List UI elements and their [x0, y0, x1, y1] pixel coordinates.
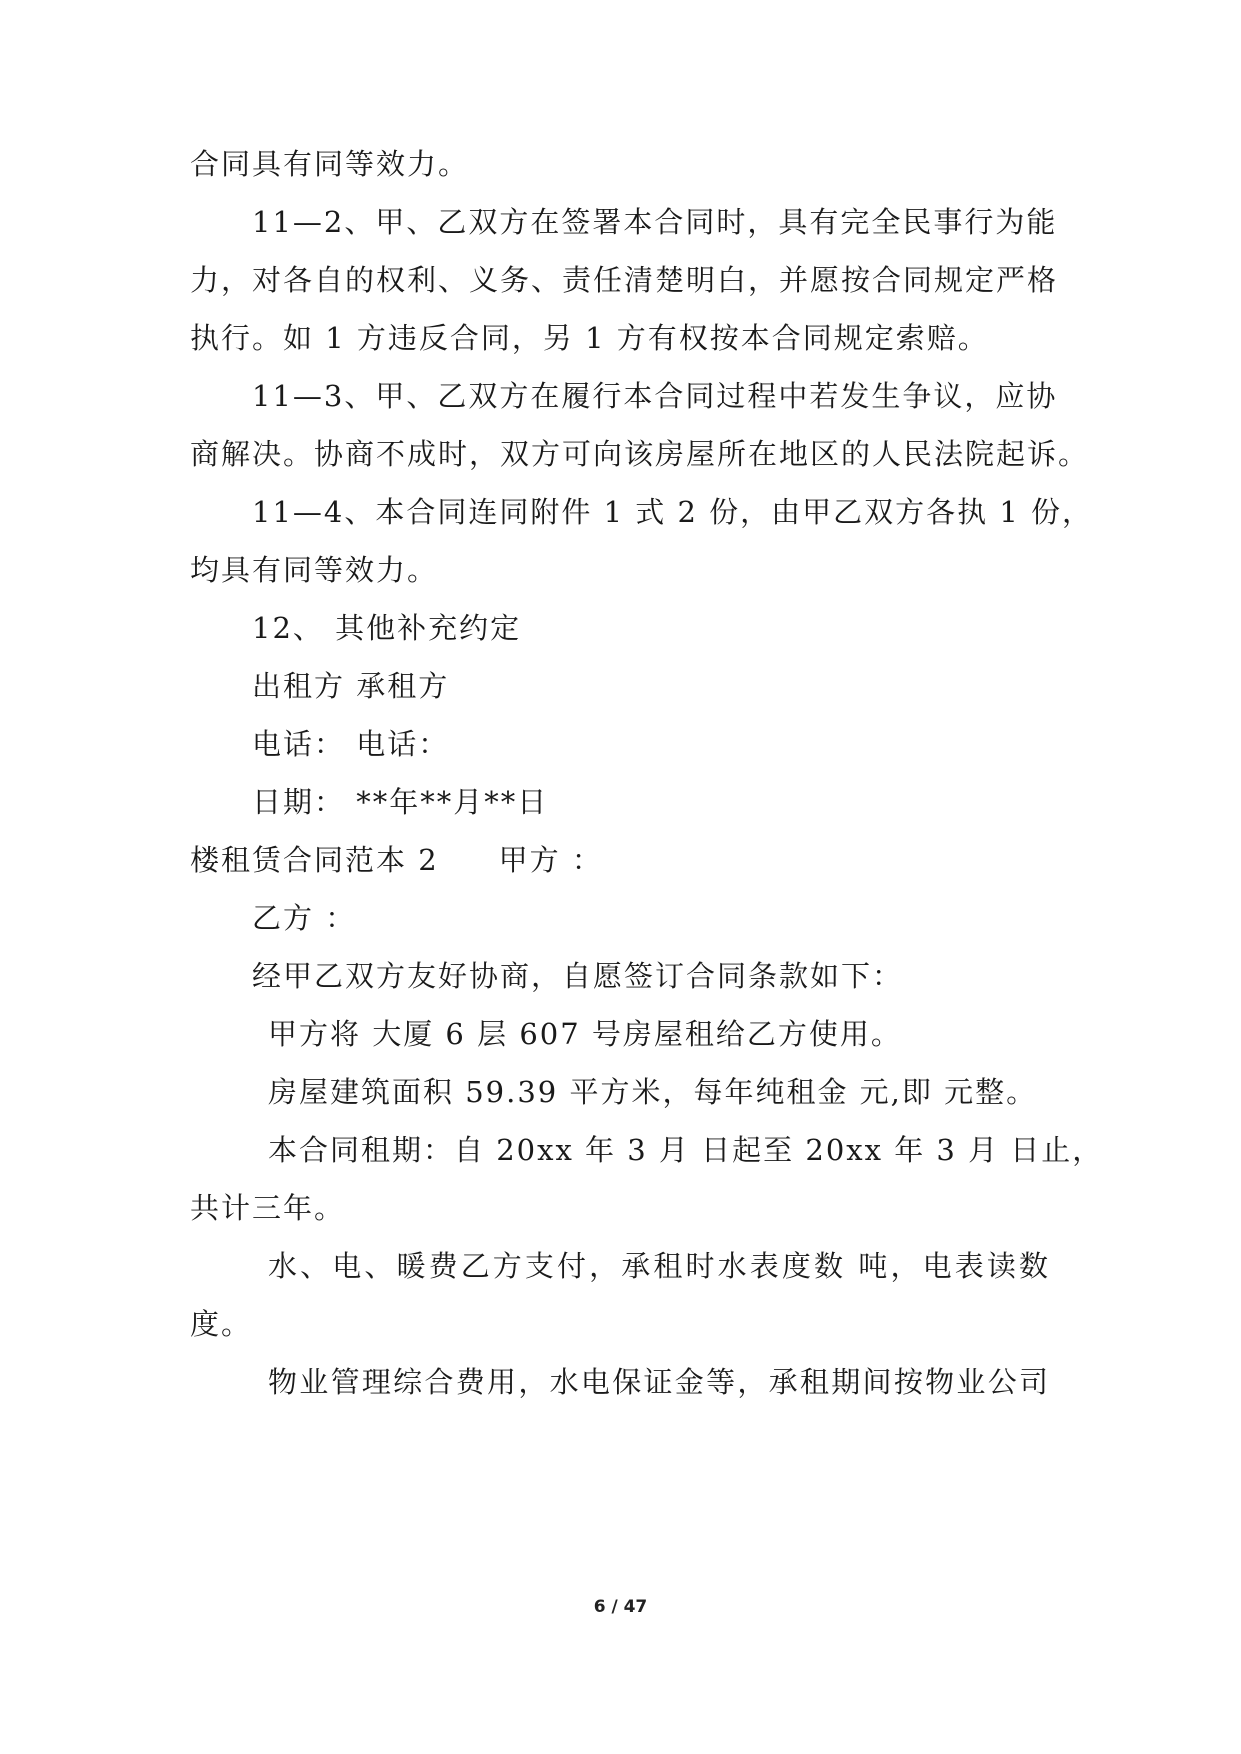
signature-date: 日期： **年**月**日 [252, 785, 549, 819]
text-line: 甲方将 大厦 6 层 607 号房屋租给乙方使用。 [268, 1017, 902, 1051]
party-a-label: 甲方 ： [498, 843, 603, 877]
text-line: 合同具有同等效力。 [190, 147, 470, 181]
text-line: 力，对各自的权利、义务、责任清楚明白，并愿按合同规定严格 [190, 263, 1059, 297]
text-line: 房屋建筑面积 59.39 平方米，每年纯租金 元,即 元整。 [268, 1075, 1038, 1109]
text-line: 执行。如 1 方违反合同，另 1 方有权按本合同规定索赔。 [190, 321, 989, 355]
text-line: 商解决。协商不成时，双方可向该房屋所在地区的人民法院起诉。 [190, 437, 1090, 471]
section-heading: 12、 其他补充约定 [252, 611, 522, 645]
text-line: 水、电、暖费乙方支付，承租时水表度数 吨，电表读数 [268, 1249, 1050, 1283]
page-number: 6 / 47 [593, 1597, 648, 1617]
text-line: 经甲乙双方友好协商，自愿签订合同条款如下： [252, 959, 904, 993]
signature-phone: 电话： 电话： [252, 727, 450, 761]
text-line: 11—4、本合同连同附件 1 式 2 份，由甲乙双方各执 1 份， [252, 495, 1094, 529]
text-line: 均具有同等效力。 [190, 553, 439, 587]
text-line: 物业管理综合费用，水电保证金等，承租期间按物业公司 [268, 1365, 1050, 1399]
text-line: 度。 [190, 1307, 253, 1341]
contract-title: 楼租赁合同范本 2 [190, 843, 439, 877]
signature-parties: 出租方 承租方 [252, 669, 450, 703]
text-line: 本合同租期：自 20xx 年 3 月 日起至 20xx 年 3 月 日止， [268, 1133, 1104, 1167]
contract-title-line [190, 840, 1050, 880]
text-line: 共计三年。 [190, 1191, 346, 1225]
text-line: 11—3、甲、乙双方在履行本合同过程中若发生争议，应协 [252, 379, 1058, 413]
party-b-label: 乙方 ： [252, 901, 357, 935]
text-line: 11—2、甲、乙双方在签署本合同时，具有完全民事行为能 [252, 205, 1058, 239]
